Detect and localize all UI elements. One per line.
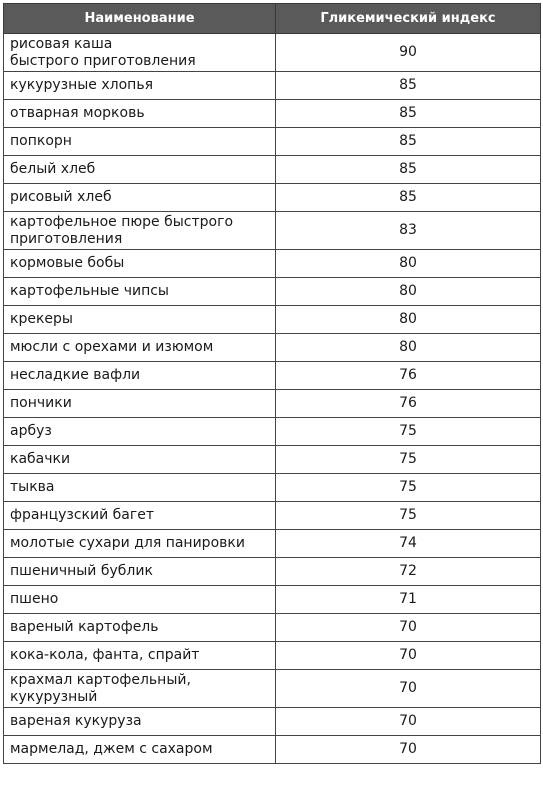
table-row (4, 156, 541, 184)
table-row (4, 278, 541, 306)
product-name-cell: кукурузные хлопья (4, 72, 276, 100)
table-row (4, 184, 541, 212)
product-name-cell: арбуз (4, 418, 276, 446)
glycemic-index-cell: 85 (276, 72, 541, 100)
glycemic-index-cell: 70 (276, 642, 541, 670)
product-name-cell: французский багет (4, 502, 276, 530)
glycemic-index-cell: 85 (276, 100, 541, 128)
glycemic-index-cell: 72 (276, 558, 541, 586)
product-name-cell: мармелад, джем с сахаром (4, 736, 276, 764)
table-row (4, 334, 541, 362)
table-row (4, 586, 541, 614)
table-row (4, 418, 541, 446)
product-name-cell: картофельные чипсы (4, 278, 276, 306)
product-name-cell: рисовая каша быстрого приготовления (4, 34, 276, 72)
product-name-cell: вареная кукуруза (4, 708, 276, 736)
product-name-cell: кабачки (4, 446, 276, 474)
glycemic-index-cell: 76 (276, 362, 541, 390)
table-row (4, 642, 541, 670)
glycemic-index-cell: 75 (276, 474, 541, 502)
product-name-cell: несладкие вафли (4, 362, 276, 390)
product-name-cell: белый хлеб (4, 156, 276, 184)
table-row (4, 530, 541, 558)
glycemic-index-cell: 76 (276, 390, 541, 418)
table-row (4, 474, 541, 502)
glycemic-index-cell: 85 (276, 128, 541, 156)
product-name-cell: кока-кола, фанта, спрайт (4, 642, 276, 670)
table-row (4, 670, 541, 708)
glycemic-index-cell: 75 (276, 502, 541, 530)
product-name-cell: вареный картофель (4, 614, 276, 642)
table-row (4, 128, 541, 156)
glycemic-index-table (3, 3, 541, 764)
table-row (4, 502, 541, 530)
table-row (4, 250, 541, 278)
glycemic-index-cell: 90 (276, 34, 541, 72)
table-row (4, 708, 541, 736)
glycemic-index-cell: 70 (276, 614, 541, 642)
product-name-cell: тыква (4, 474, 276, 502)
glycemic-index-cell: 85 (276, 184, 541, 212)
product-name-cell: рисовый хлеб (4, 184, 276, 212)
glycemic-index-cell: 70 (276, 670, 541, 708)
glycemic-index-cell: 85 (276, 156, 541, 184)
product-name-cell: молотые сухари для панировки (4, 530, 276, 558)
glycemic-index-cell: 75 (276, 446, 541, 474)
table-row (4, 306, 541, 334)
column-header-name: Наименование (4, 4, 276, 34)
product-name-cell: пшено (4, 586, 276, 614)
header-row (4, 4, 541, 34)
product-name-cell: крекеры (4, 306, 276, 334)
product-name-cell: пшеничный бублик (4, 558, 276, 586)
table-row (4, 72, 541, 100)
product-name-cell: кормовые бобы (4, 250, 276, 278)
table-row (4, 390, 541, 418)
glycemic-index-cell: 70 (276, 736, 541, 764)
table-body (4, 34, 541, 764)
table-row (4, 558, 541, 586)
table-row (4, 614, 541, 642)
glycemic-index-cell: 74 (276, 530, 541, 558)
table-row (4, 446, 541, 474)
glycemic-index-cell: 75 (276, 418, 541, 446)
product-name-cell: попкорн (4, 128, 276, 156)
glycemic-index-table-container (3, 3, 540, 764)
glycemic-index-cell: 80 (276, 334, 541, 362)
glycemic-index-cell: 70 (276, 708, 541, 736)
product-name-cell: мюсли с орехами и изюмом (4, 334, 276, 362)
product-name-cell: отварная морковь (4, 100, 276, 128)
table-row (4, 34, 541, 72)
glycemic-index-cell: 80 (276, 250, 541, 278)
product-name-cell: картофельное пюре быстрого приготовления (4, 212, 276, 250)
table-row (4, 212, 541, 250)
product-name-cell: крахмал картофельный, кукурузный (4, 670, 276, 708)
glycemic-index-cell: 80 (276, 278, 541, 306)
table-row (4, 362, 541, 390)
glycemic-index-cell: 80 (276, 306, 541, 334)
table-row (4, 736, 541, 764)
glycemic-index-cell: 71 (276, 586, 541, 614)
column-header-glycemic-index: Гликемический индекс (276, 4, 541, 34)
product-name-cell: пончики (4, 390, 276, 418)
table-row (4, 100, 541, 128)
glycemic-index-cell: 83 (276, 212, 541, 250)
